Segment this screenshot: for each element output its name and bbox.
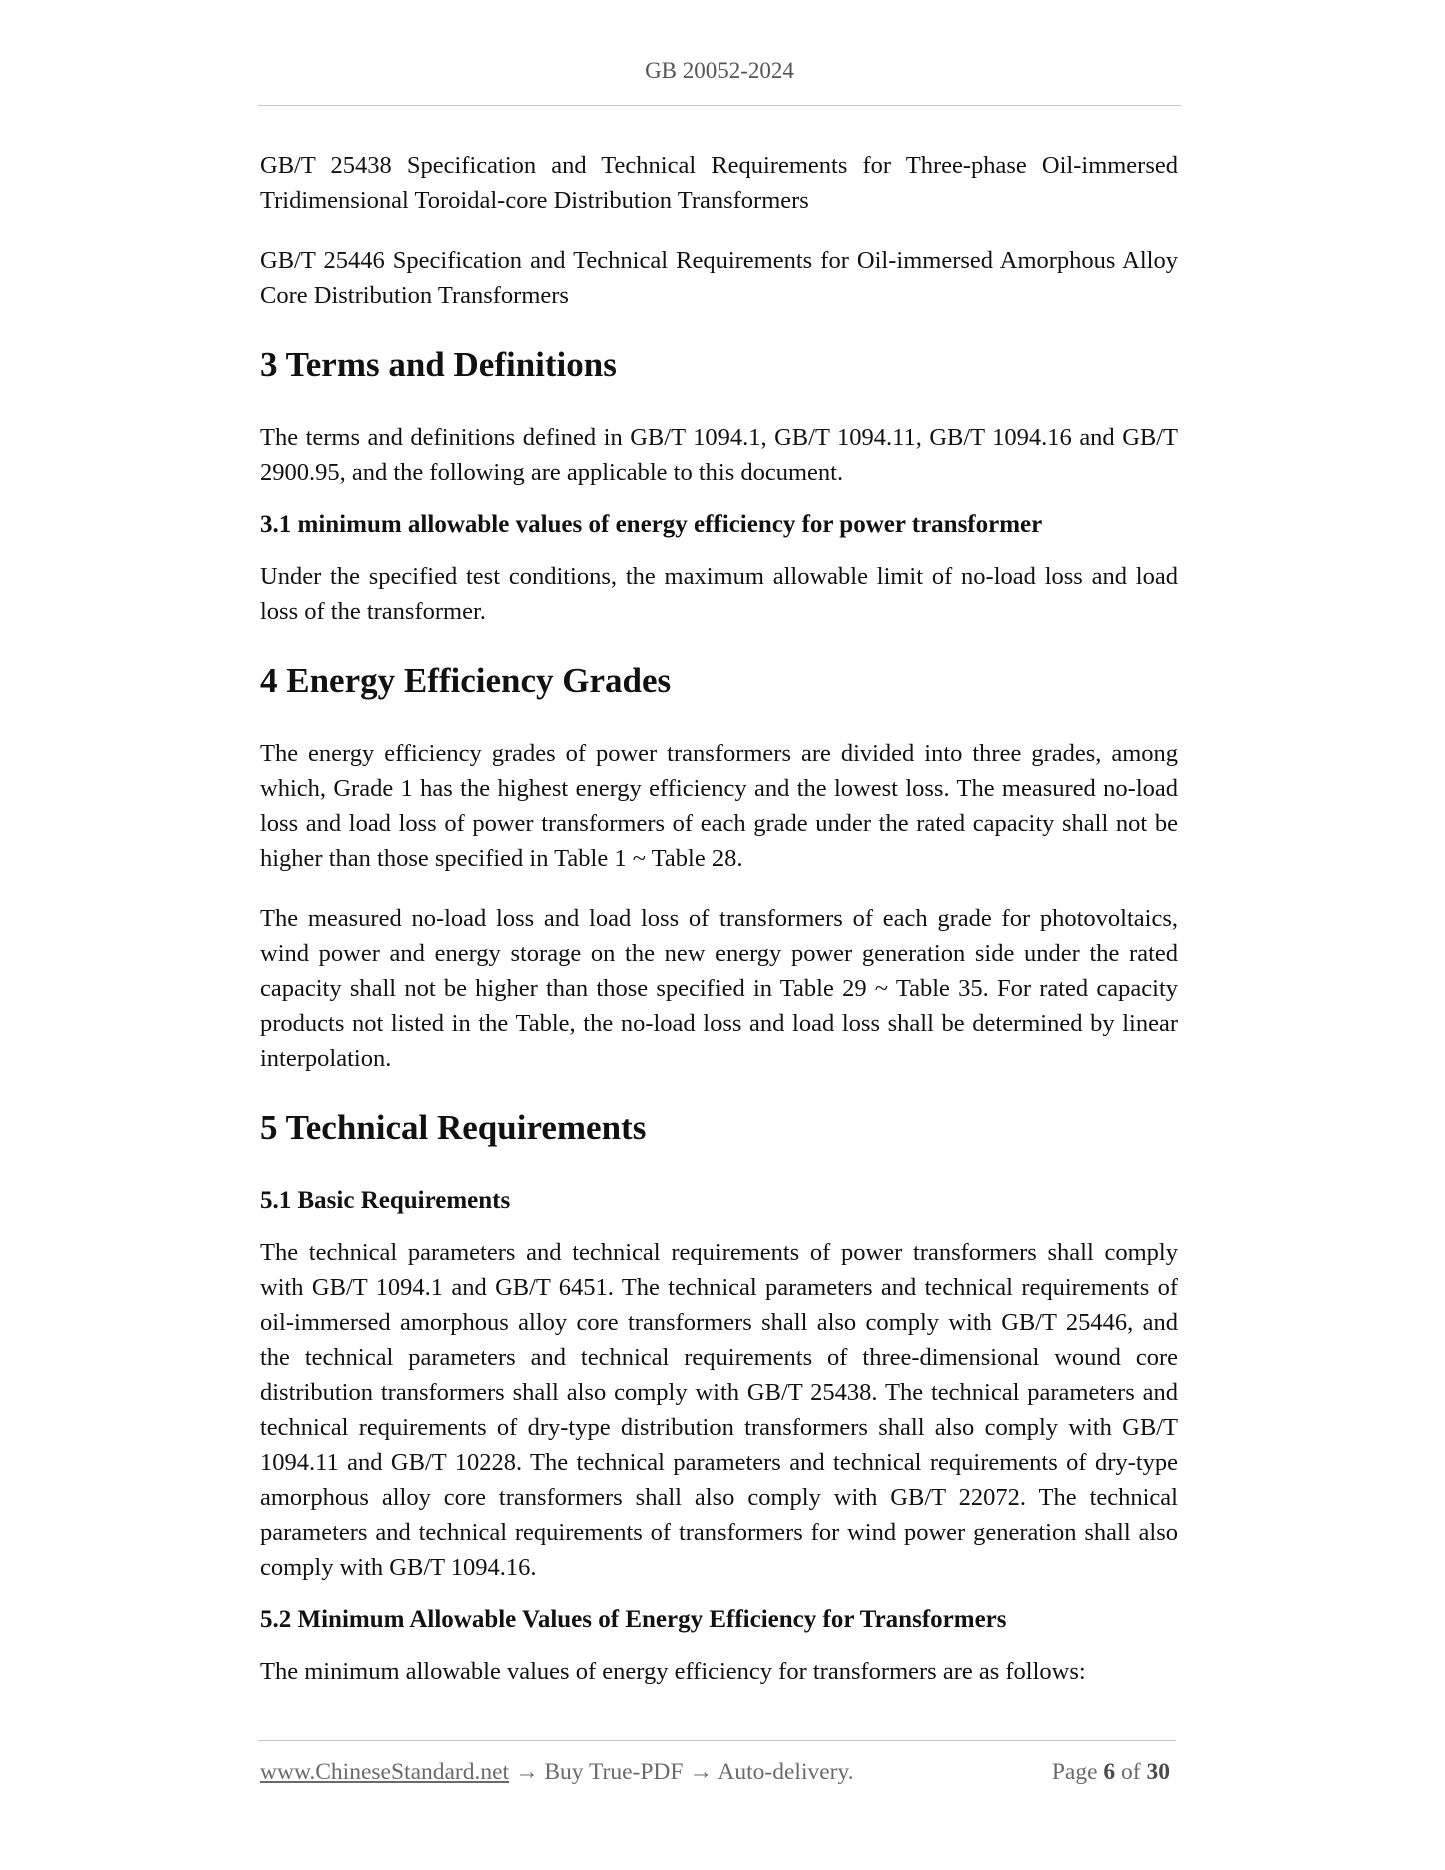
section-heading: 3 Terms and Definitions (260, 345, 617, 384)
section-heading: 4 Energy Efficiency Grades (260, 661, 672, 700)
paragraph: Under the specified test conditions, the maximum allowable limit of no-load loss and load loss of the transformer. (260, 563, 1178, 625)
footer-buy-text: Buy True-PDF (544, 1759, 684, 1785)
page-header: GB 20052-2024 (645, 58, 794, 83)
of-label: of (1121, 1759, 1141, 1785)
footer-divider (258, 1740, 1176, 1741)
arrow-right-icon: → (689, 1759, 713, 1785)
header-divider (258, 105, 1181, 106)
normative-reference: GB/T 25438 Specification and Technical Requirements for Three-phase Oil-immersed Tridimensional Toroidal-core Distribution Transformers (260, 152, 1178, 214)
total-pages: 30 (1146, 1759, 1170, 1785)
page-content (260, 148, 1178, 1689)
paragraph: The measured no-load loss and load loss of transformers of each grade for photovoltaics, wind power and energy storage on the new energy power generation side under the rated capacity shall not be higher than those specified in Table 29 ~ Table 35. For rated capacity products not listed in the Table, the no-load loss and load loss shall be determined by linear interpolation. (260, 905, 1178, 1072)
page-footer (260, 1755, 1178, 1789)
section-heading: 5 Technical Requirements (260, 1108, 647, 1147)
arrow-right-icon: → (514, 1759, 539, 1785)
footer-promo (260, 1755, 854, 1789)
paragraph: The energy efficiency grades of power transformers are divided into three grades, among which, Grade 1 has the highest energy efficiency and the lowest loss. The measured no-load loss and load loss of power transformers of each grade under the rated capacity shall not be higher than those specified in Table 1 ~ Table 28. (260, 740, 1178, 872)
paragraph: The minimum allowable values of energy efficiency for transformers are as follows: (260, 1658, 1086, 1685)
page-label: Page (1051, 1759, 1098, 1785)
paragraph: The technical parameters and technical requirements of power transformers shall comply with GB/T 1094.1 and GB/T 6451. The technical parameters and technical requirements of oil-immersed amorphous alloy core transformers shall also comply with GB/T 25446, and the technical parameters and technical requirements of three-dimensional wound core distribution transformers shall also comply with GB/T 25438. The technical parameters and technical requirements of dry-type distribution transformers shall also comply with GB/T 1094.11 and GB/T 10228. The technical parameters and technical requirements of dry-type amorphous alloy core transformers shall also comply with GB/T 22072. The technical parameters and technical requirements of transformers for wind power generation shall also comply with GB/T 1094.16. (260, 1239, 1178, 1581)
paragraph: The terms and definitions defined in GB/T 1094.1, GB/T 1094.11, GB/T 1094.16 and GB/T 2900.95, and the following are applicable to this document. (260, 424, 1178, 486)
footer-delivery-text: Auto-delivery. (717, 1759, 854, 1785)
current-page: 6 (1103, 1759, 1116, 1785)
website-link[interactable]: www.ChineseStandard.net (260, 1759, 510, 1785)
page-number (1052, 1755, 1170, 1789)
subsection-heading: 5.1 Basic Requirements (260, 1187, 511, 1214)
normative-reference: GB/T 25446 Specification and Technical Requirements for Oil-immersed Amorphous Alloy Core Distribution Transformers (260, 247, 1178, 309)
subsection-heading: 3.1 minimum allowable values of energy efficiency for power transformer (260, 511, 1043, 538)
subsection-heading: 5.2 Minimum Allowable Values of Energy Efficiency for Transformers (260, 1606, 1007, 1633)
